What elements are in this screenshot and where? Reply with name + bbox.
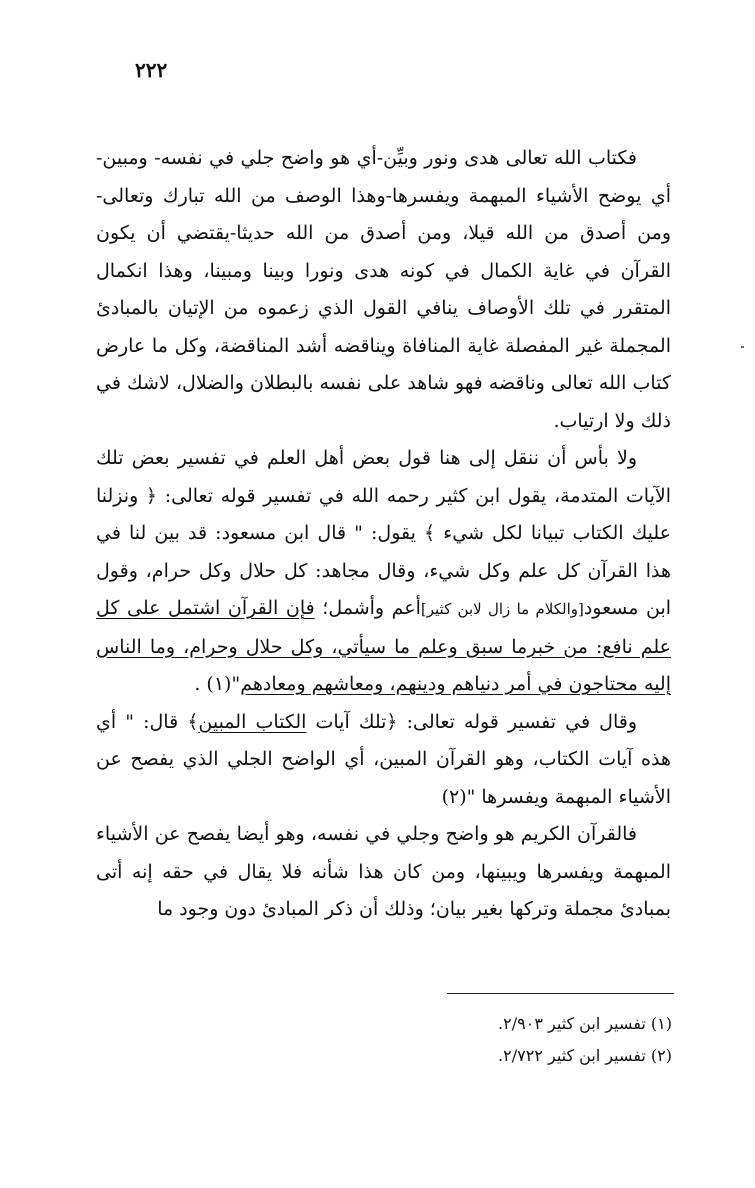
body-text <box>96 140 671 929</box>
paragraph-2-end: "(١) . <box>194 673 241 695</box>
paragraph-2 <box>96 440 671 704</box>
footnotes <box>300 1008 672 1072</box>
paragraph-3-text: وقال في تفسير قوله تعالى: ﴿تلك آيات <box>306 710 637 733</box>
paragraph-3 <box>96 704 671 817</box>
paragraph-2-text: ولا بأس أن ننقل إلى هنا قول بعض أهل العلم في تفسير بعض تلك الآيات المتدمة، يقول ابن كثير رحمه الله في تفسير قوله تعالى: ﴿ ونزلنا عليك الكتاب تبيانا لكل شيء ﴾ يقول: " قال ابن مسعود: قد بين لنا في هذا القرآن كل علم وكل شيء، وقال مجاهد: كل حلال وكل حرام، وقول ابن مسعود <box>96 447 672 619</box>
scan-artifact <box>741 346 744 348</box>
footnote-2: (٢) تفسير ابن كثير ٢/٧٢٢. <box>498 1046 672 1065</box>
editor-note: [والكلام ما زال لابن كثير] <box>420 600 584 618</box>
paragraph-2-middle: أعم وأشمل؛ <box>322 597 421 619</box>
footnote-1: (١) تفسير ابن كثير ٢/٩٠٣. <box>498 1014 672 1033</box>
underlined-phrase: الكتاب المبين <box>198 710 307 733</box>
underlined-quote: فإن القرآن اشتمل على كل علم نافع: من خبرما سبق وعلم ما سيأتي، وكل حلال وحرام، وما الناس إليه محتاجون في أمر دنياهم ودينهم، ومعاشهم ومعادهم <box>96 597 671 695</box>
paragraph-1: فكتاب الله تعالى هدى ونور وبيِّن-أي هو واضح جلي في نفسه- ومبين-أي يوضح الأشياء المبهمة ويفسرها-وهذا الوصف من الله تبارك وتعالى-ومن أصدق من الله قيلا، ومن أصدق من الله حديثا-يقتضي أن يكون القرآن في غاية الكمال في كونه هدى ونورا وبينا ومبينا، وهذا انكمال المتقرر في تلك الأوصاف ينافي القول الذي زعموه من الإتيان بالمبادئ المجملة غير المفصلة غاية المنافاة ويناقضه أشد المناقضة، وكل ما عارض كتاب الله تعالى وناقضه فهو شاهد على نفسه بالبطلان والضلال، لاشك في ذلك ولا ارتياب. <box>96 147 671 432</box>
paragraph-3-rest: ﴾ قال: " أي هذه آيات الكتاب، وهو القرآن المبين، أي الواضح الجلي الذي يفصح عن الأشياء المبهمة ويفسرها "(٢) <box>96 710 671 808</box>
paragraph-4: فالقرآن الكريم هو واضح وجلي في نفسه، وهو أيضا يفصح عن الأشياء المبهمة ويفسرها ويبينها، ومن كان هذا شأنه فلا يقال في حقه إنه أتى بمبادئ مجملة وتركها بغير بيان؛ وذلك أن ذكر المبادئ دون وجود ما <box>96 823 671 920</box>
page-number: ٢٢٢ <box>135 58 168 82</box>
footnote-divider <box>447 993 674 994</box>
